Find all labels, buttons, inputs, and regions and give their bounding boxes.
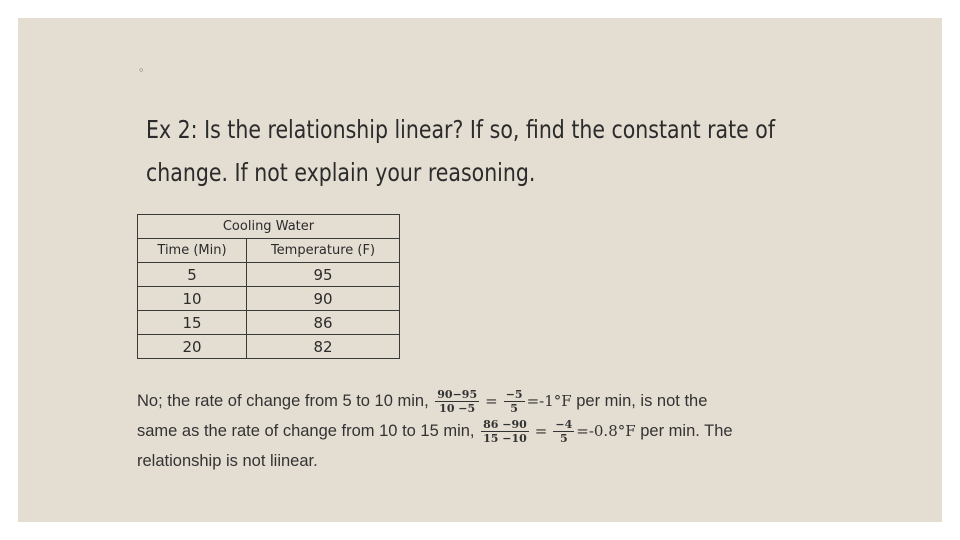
cell-temperature: 90 [247,287,400,311]
cell-time: 5 [138,263,247,287]
answer-line-2-text: same as the rate of change from 10 to 15 min, [137,422,475,440]
fraction-3-numerator: 86 −90 [483,418,527,432]
cell-temperature: 82 [247,335,400,359]
answer-line-2-tail: per min. The [640,422,733,440]
answer-line-1-tail: per min, is not the [576,392,708,410]
fraction-1-numerator: 90−95 [437,388,478,402]
fraction-1 [435,388,479,415]
table-row [138,263,400,287]
cell-time: 15 [138,311,247,335]
fraction-4 [553,418,574,445]
result-1: =-1°F [526,392,572,410]
equals-1: = [485,392,498,410]
title-line-2: change. If not explain your reasoning. [146,158,536,187]
table-row [138,311,400,335]
table-row [138,335,400,359]
cell-time: 10 [138,287,247,311]
header-temperature: Temperature (F) [247,239,400,263]
fraction-3 [481,418,529,445]
fraction-4-denominator: 5 [559,432,568,446]
fraction-4-numerator: −4 [555,418,573,432]
cooling-water-table [137,214,400,359]
answer-line-1 [137,386,837,416]
fraction-1-denominator: 10 −5 [439,402,476,416]
equals-2: = [534,422,548,440]
answer-line-2 [137,416,837,446]
table-row [138,287,400,311]
answer-line-1-text: No; the rate of change from 5 to 10 min, [137,392,429,410]
cell-temperature: 95 [247,263,400,287]
answer-line-3-text: relationship is not liinear. [137,452,318,470]
fraction-3-denominator: 15 −10 [483,432,527,446]
fraction-2-numerator: −5 [505,388,523,402]
answer-line-3 [137,446,837,476]
fraction-2 [504,388,525,415]
fraction-2-denominator: 5 [510,402,518,416]
bullet-marker: ◦ [138,64,145,77]
title-line-1: Ex 2: Is the relationship linear? If so, find the constant rate of [146,115,776,144]
cell-time: 20 [138,335,247,359]
answer-text [137,386,837,476]
cell-temperature: 86 [247,311,400,335]
header-time: Time (Min) [138,239,247,263]
result-2: =-0.8°F [576,422,636,440]
slide-title [146,108,776,194]
table-caption: Cooling Water [138,215,400,239]
